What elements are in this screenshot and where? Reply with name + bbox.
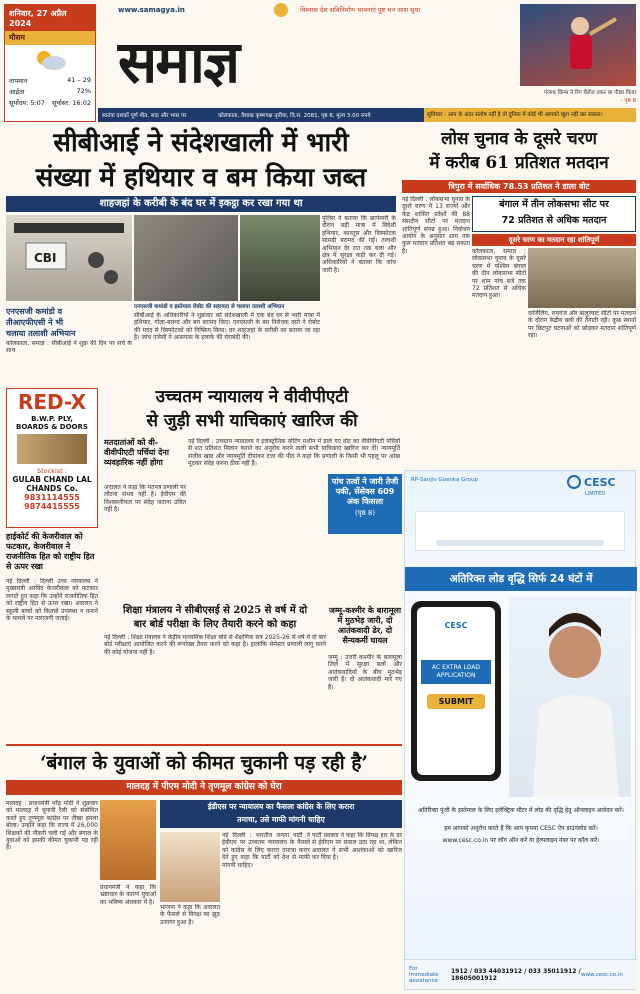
cesc-brand: CESC xyxy=(584,475,616,489)
cesc-helpline[interactable]: 1912 / 033 44031912 / 033 35011912 / 18605001912 xyxy=(451,967,581,982)
ed-bar-line1: ईडीएस पर न्यायालय का फैसला कांग्रेस के लिए करारा xyxy=(207,802,355,811)
malda-body-2: प्रधानमंत्री ने कहा कि भ्रष्टाचार के कारण युवाओं का भविष्य अंधकार में है। xyxy=(100,884,156,906)
cricket-caption: पंजाब किंग्स ने रिंग चैलेंज तकर बा पीछा किया xyxy=(543,90,636,96)
submit-button[interactable]: SUBMIT xyxy=(427,694,485,709)
masthead-motto: विश्वास देश सविनिर्माण भावनाएं पुष्ट मन आश सुधा xyxy=(300,6,421,14)
cesc-footer-3[interactable]: www.cesc.co.in पर लॉग ऑन करें या हेल्पलाइन नंबर पर कॉल करें। xyxy=(442,837,600,844)
modi-rally-photo xyxy=(100,800,156,880)
plywood-icon xyxy=(17,434,87,464)
bengal-quote-headline: ‘बंगाल के युवाओं को कीमत चुकानी पड़ रही है’ xyxy=(39,752,369,774)
kejriwal-body: नई दिल्ली : दिल्ली उच्च न्यायालय ने मुख्यमंत्री अरविंद केजरीवाल को फटकार लगाते हुए कहा कि उन्होंने राजनीतिक हित को राष्ट्रीय हित से ऊपर रखा। अदालत ने स्कूली बच्चों को किताबें उपलब्ध न कराने के मामले पर नाराजगी जताई। xyxy=(6,578,98,623)
sunrise: सूर्योदय: 5:07 xyxy=(9,99,45,107)
weather-icon xyxy=(5,45,95,75)
redx-stockist-label: Stockist : xyxy=(37,467,67,475)
lead-subhead: शाहजहां के करीबी के बंद घर में इकट्ठा कर रखा गया था xyxy=(6,196,396,212)
smiling-man-photo xyxy=(509,597,631,797)
cricket-page-ref: - पृष्ठ 8 xyxy=(620,98,636,104)
issue-date: शनिवार, 27 अप्रैल 2024 xyxy=(5,5,95,31)
side-caption-1: एनएसजी कमांडो व xyxy=(6,307,63,316)
humidity-value: 72% xyxy=(76,87,91,95)
commando-photo xyxy=(240,215,320,301)
redx-line1: B.W.P. PLY, xyxy=(31,415,73,423)
website[interactable]: www.samagya.in xyxy=(118,6,185,14)
strip-info: कोलकाता, वैशाख कृष्णपक्ष तृतीया, वि.स. 2081, पृष्ठ 8, मूल्य 3.00 रुपये xyxy=(218,113,371,119)
voters-queue-photo xyxy=(528,248,636,308)
cesc-helpline-strip xyxy=(405,959,637,989)
election-dateline: नई दिल्ली : लोकसभा चुनाव के दूसरे चरण में 13 राज्यों और केंद्र शासित प्रदेशों की 88 संसदीय सीटों पर xyxy=(402,196,470,226)
lead-headline-line1: सीबीआई ने संदेशखाली में भारी xyxy=(53,128,349,158)
divider xyxy=(6,744,402,746)
ed-bar xyxy=(160,800,402,828)
court-headline-line2: से जुड़ी सभी याचिकाएं खारिज की xyxy=(146,411,358,431)
humidity-label: आर्द्रता xyxy=(9,88,25,96)
kejriwal-headline: हाईकोर्ट की केजरीवाल को फटकार, केजरीवाल ने राजनीतिक हित को राष्ट्रीय हित से ऊपर रखा xyxy=(6,532,95,571)
court-headline-line1: उच्चतम न्यायालय ने वीवीपीएटी xyxy=(155,387,349,407)
lead-headline-line2: संख्या में हथियार व बम किया जब्त xyxy=(35,163,367,193)
bengal-body-left: कोलकाता, समाज्ञ : लोकसभा चुनाव के दूसरे चरण में पश्चिम बंगाल की तीन लोकसभा सीटों पर शाम पांच बजे तक 72 प्रतिशत से अधिक मतदान हुआ। xyxy=(472,248,526,300)
vvpat-side-head: मतदातांओं को वी-वीवीपीएटी पर्चियां देना व्यवहारिक नहीं होगा xyxy=(104,438,169,467)
seized-weapons-photo xyxy=(6,215,132,301)
phone-mockup xyxy=(411,601,501,781)
bengal-box xyxy=(472,196,636,232)
redx-phone2[interactable]: 9874415555 xyxy=(24,502,80,511)
temp-label: तापमान xyxy=(9,77,28,85)
side-caption-2: तीआएफीएसी ने भी xyxy=(6,318,64,327)
jk-headline: जम्मू-कश्मीर के बारामूला में मुठभेड़ जारी, दो आतंकवादी ढेर, दो सैन्यकर्मी घायल xyxy=(328,605,402,645)
cesc-sub-brand: LIMITED xyxy=(585,491,606,497)
speaker-photo xyxy=(160,832,220,902)
redx-stockist: GULAB CHAND LAL CHANDS Co. xyxy=(12,475,92,493)
cesc-social[interactable]: www.cesc.co.in xyxy=(581,971,623,978)
lead-body-right: पुलिस ने बताया कि छापेमारी के दौरान बड़ी मात्रा में विदेशी हथियार, कारतूस और विस्फोटक सामग्री बरामद की गई। तलाशी अभियान देर रात तक चला और क्षेत्र में सुरक्षा कड़ी कर दी गई। अधिकारियों ने बताया कि जांच जारी है। xyxy=(322,215,396,274)
bengal-body-right: दार्जिलिंग, रायगंज और बालुरघाट सीटों पर मतदान के दौरान केंद्रीय बलों की तैनाती रही। कुछ स्थानों पर छिटपुट घटनाओं को छोड़कर मतदान शांतिपूर्ण रहा। xyxy=(528,310,636,340)
malda-body: मालदह : प्रधानमंत्री नरेंद्र मोदी ने शुक्रवार को मालदह में चुनावी रैली को संबोधित करते हुए तृणमूल कांग्रेस पर तीखा हमला बोला। उन्होंने कहा कि राज्य में 26,000 शिक्षकों की नौकरी चली गई और बंगाल के युवाओं को इसकी कीमत चुकानी पड़ रही है। xyxy=(6,800,98,852)
exam-headline-line1: शिक्षा मंत्रालय ने सीबीएसई से 2025 से वर्ष में दो xyxy=(122,605,308,616)
lead-body-center: सीबीआई के अधिकारियों ने शुक्रवार को संदेशखाली में एक बंद घर से भारी मात्रा में हथियार, गोला-बारूद और बम बरामद किए। एनएसजी के बम निरोधक दस्ते ने रोबोट की मदद से विस्फोटकों को निष्क्रिय किया। घर शाहजहां के करीबी का बताया जा रहा है। जांच एजेंसी ने आसपास के इलाके की घेराबंदी की। xyxy=(134,312,320,342)
exam-body: नई दिल्ली : शिक्षा मंत्रालय ने केंद्रीय माध्यमिक शिक्षा बोर्ड से शैक्षणिक सत्र 2025-26 से वर्ष में दो बार बोर्ड परीक्षाएं आयोजित करने की रूपरेखा तैयार करने को कहा है। हालांकि सेमेस्टर प्रणाली लागू करने की कोई योजना नहीं है। xyxy=(104,634,326,656)
sensex-page-ref: (पृष्ठ 8) xyxy=(354,509,376,517)
info-strip xyxy=(98,108,636,122)
lead-photo-caption: एनएसजी कमांडो व इस्तेमाल रोबोट की सहायता से चलाया तलाशी अभियान xyxy=(134,304,285,310)
ed-body-right: पार्टी प्रवक्ता ने कहा कि विपक्ष हार के डर से ईवीएम पर सवाल उठा रहा था, लेकिन अदालत ने सभी आशंकाओं को खारिज कर दिया है। xyxy=(312,832,402,862)
bengal-box-line2: 72 प्रतिशत से अधिक मतदान xyxy=(501,215,607,226)
cesc-ad[interactable] xyxy=(404,470,636,990)
ed-body-left: भाजपा ने कहा कि अदालत के फैसले से विपक्ष का झूठ उजागर हुआ है। xyxy=(160,904,220,926)
redx-brand: RED-X xyxy=(17,390,87,414)
side-caption-3: चलाया तलाशी अभियान xyxy=(6,329,76,338)
bengal-box-line1: बंगाल में तीन लोकसभा सीट पर xyxy=(499,199,609,210)
redx-line2: BOARDS & DOORS xyxy=(16,423,88,431)
temp-value: 41 – 29 xyxy=(67,76,91,84)
election-body: नई दिल्ली : लोकसभा चुनाव के दूसरे चरण में 13 राज्यों और केंद्र शासित प्रदेशों की 88 संसदीय सीटों पर मतदान शांतिपूर्ण संपन्न हुआ। निर्वाचन आयोग के अनुसार शाम तक कुल मतदान प्रतिशत बढ़ सकता है। xyxy=(402,196,470,255)
season-label: मौसम xyxy=(5,31,95,45)
tripura-bar: त्रिपुरा में सर्वाधिक 78.53 प्रतिशत ने डाला वोट xyxy=(402,180,636,193)
cricket-photo xyxy=(520,4,636,86)
malda-bar: मालदह में पीएम मोदी ने तृणमूल कांग्रेस को घेरा xyxy=(6,780,402,795)
bengal-subhead: दूसरे चरण का मतदान रहा शांतिपूर्ण xyxy=(472,234,636,246)
svg-text:CBI: CBI xyxy=(34,251,57,265)
thought-of-day: सुविचार : आप के अंदर संतोष नहीं है तो दुनिया में कोई भी आपको खुश नहीं कर सकता। xyxy=(424,108,636,122)
sensex-box xyxy=(328,474,402,534)
cesc-logo-icon xyxy=(567,475,581,489)
cesc-footer-1: अतिरिक्त पूंजी के इस्तेमाल के लिए इलेक्ट्रिक मीटर में लोड की वृद्धि हेतु ऑनलाइन आवेदन करें। xyxy=(418,807,624,814)
sunset: सूर्यास्त: 16:02 xyxy=(51,99,91,107)
strip-slogan: स्वतंत्रा दशकों पूर्ण मीत, सदा और भास पर xyxy=(102,113,187,119)
air-conditioner-icon xyxy=(415,511,625,551)
cesc-headline: अतिरिक्त लोड वृद्धि सिर्फ 24 घंटों में xyxy=(405,567,637,591)
bomb-disposal-photo xyxy=(134,215,238,301)
redx-phone1[interactable]: 9831114555 xyxy=(24,493,80,502)
side-caption-block xyxy=(6,306,132,339)
ed-bar-line2: तमाचा, उसे माफी मांगनी चाहिए xyxy=(237,815,325,824)
ed-body-mid: नई दिल्ली : भारतीय जनता पार्टी ने ईवीएम पर उच्चतम न्यायालय के फैसले को कांग्रेस के लिए करारा तमाचा करार देते हुए कहा कि पार्टी को देश से माफी मांगनी चाहिए। xyxy=(222,832,310,869)
phone-card-label: AC EXTRA LOAD APPLICATION xyxy=(421,660,491,684)
jk-body: जम्मू : उत्तरी कश्मीर के बारामूला जिले में सुरक्षा बलों और आतंकवादियों के बीच मुठभेड़ जारी है। दो आतंकवादी मारे गए हैं। xyxy=(328,654,402,691)
election-headline-line1: लोस चुनाव के दूसरे चरण xyxy=(441,129,597,149)
vvpat-body: नई दिल्ली : उच्चतम न्यायालय ने इलेक्ट्रॉनिक वोटिंग मशीन में डाले गए वोट का वीवीपीएटी पर्चियों से शत प्रतिशत मिलान कराने का अनुरोध करने वाली सभी याचिकाएं खारिज कर दीं। न्यायमूर्ति संजीव खन्ना और न्यायमूर्ति दीपांकर दत्ता की पीठ ने कहा कि प्रणाली के किसी भी पहलू पर आंख मूंदकर संदेह करना ठीक नहीं है। xyxy=(188,438,400,468)
sensex-headline: पांच तत्वों ने जारी तेजी पकी, सेंसेक्स 609 अंक फिसला xyxy=(331,477,399,506)
vvpat-side-body: अदालत ने कहा कि मतपत्र प्रणाली पर लौटना संभव नहीं है। ईवीएम की विश्वसनीयता पर संदेह जताना उचित नहीं है। xyxy=(104,484,186,514)
redx-ad[interactable] xyxy=(6,388,98,528)
lead-dateline: कोलकाता, समाज्ञ : सीबीआई ने शुक्र की दिन पर सर्च के साथ xyxy=(6,340,132,355)
weather-box xyxy=(4,4,96,122)
exam-headline-line2: बार बोर्ड परीक्षा के लिए तैयारी करने को कहा xyxy=(133,619,297,630)
phone-cesc-brand: CESC xyxy=(444,621,468,630)
election-headline-line2: में करीब 61 प्रतिशत मतदान xyxy=(429,153,609,173)
cesc-footer-2: हम आपको अनुरोध करते हैं कि आप कृपया CESC ऐप डाउनलोड करें। xyxy=(444,825,598,832)
cesc-logo xyxy=(567,475,616,489)
om-emblem-icon xyxy=(274,3,288,17)
cesc-assist-label: For immediate assistance xyxy=(409,965,439,984)
newspaper-logo: समाज्ञ xyxy=(118,28,239,96)
cesc-sponsor: RP-Sanjiv Goenka Group xyxy=(411,477,478,483)
